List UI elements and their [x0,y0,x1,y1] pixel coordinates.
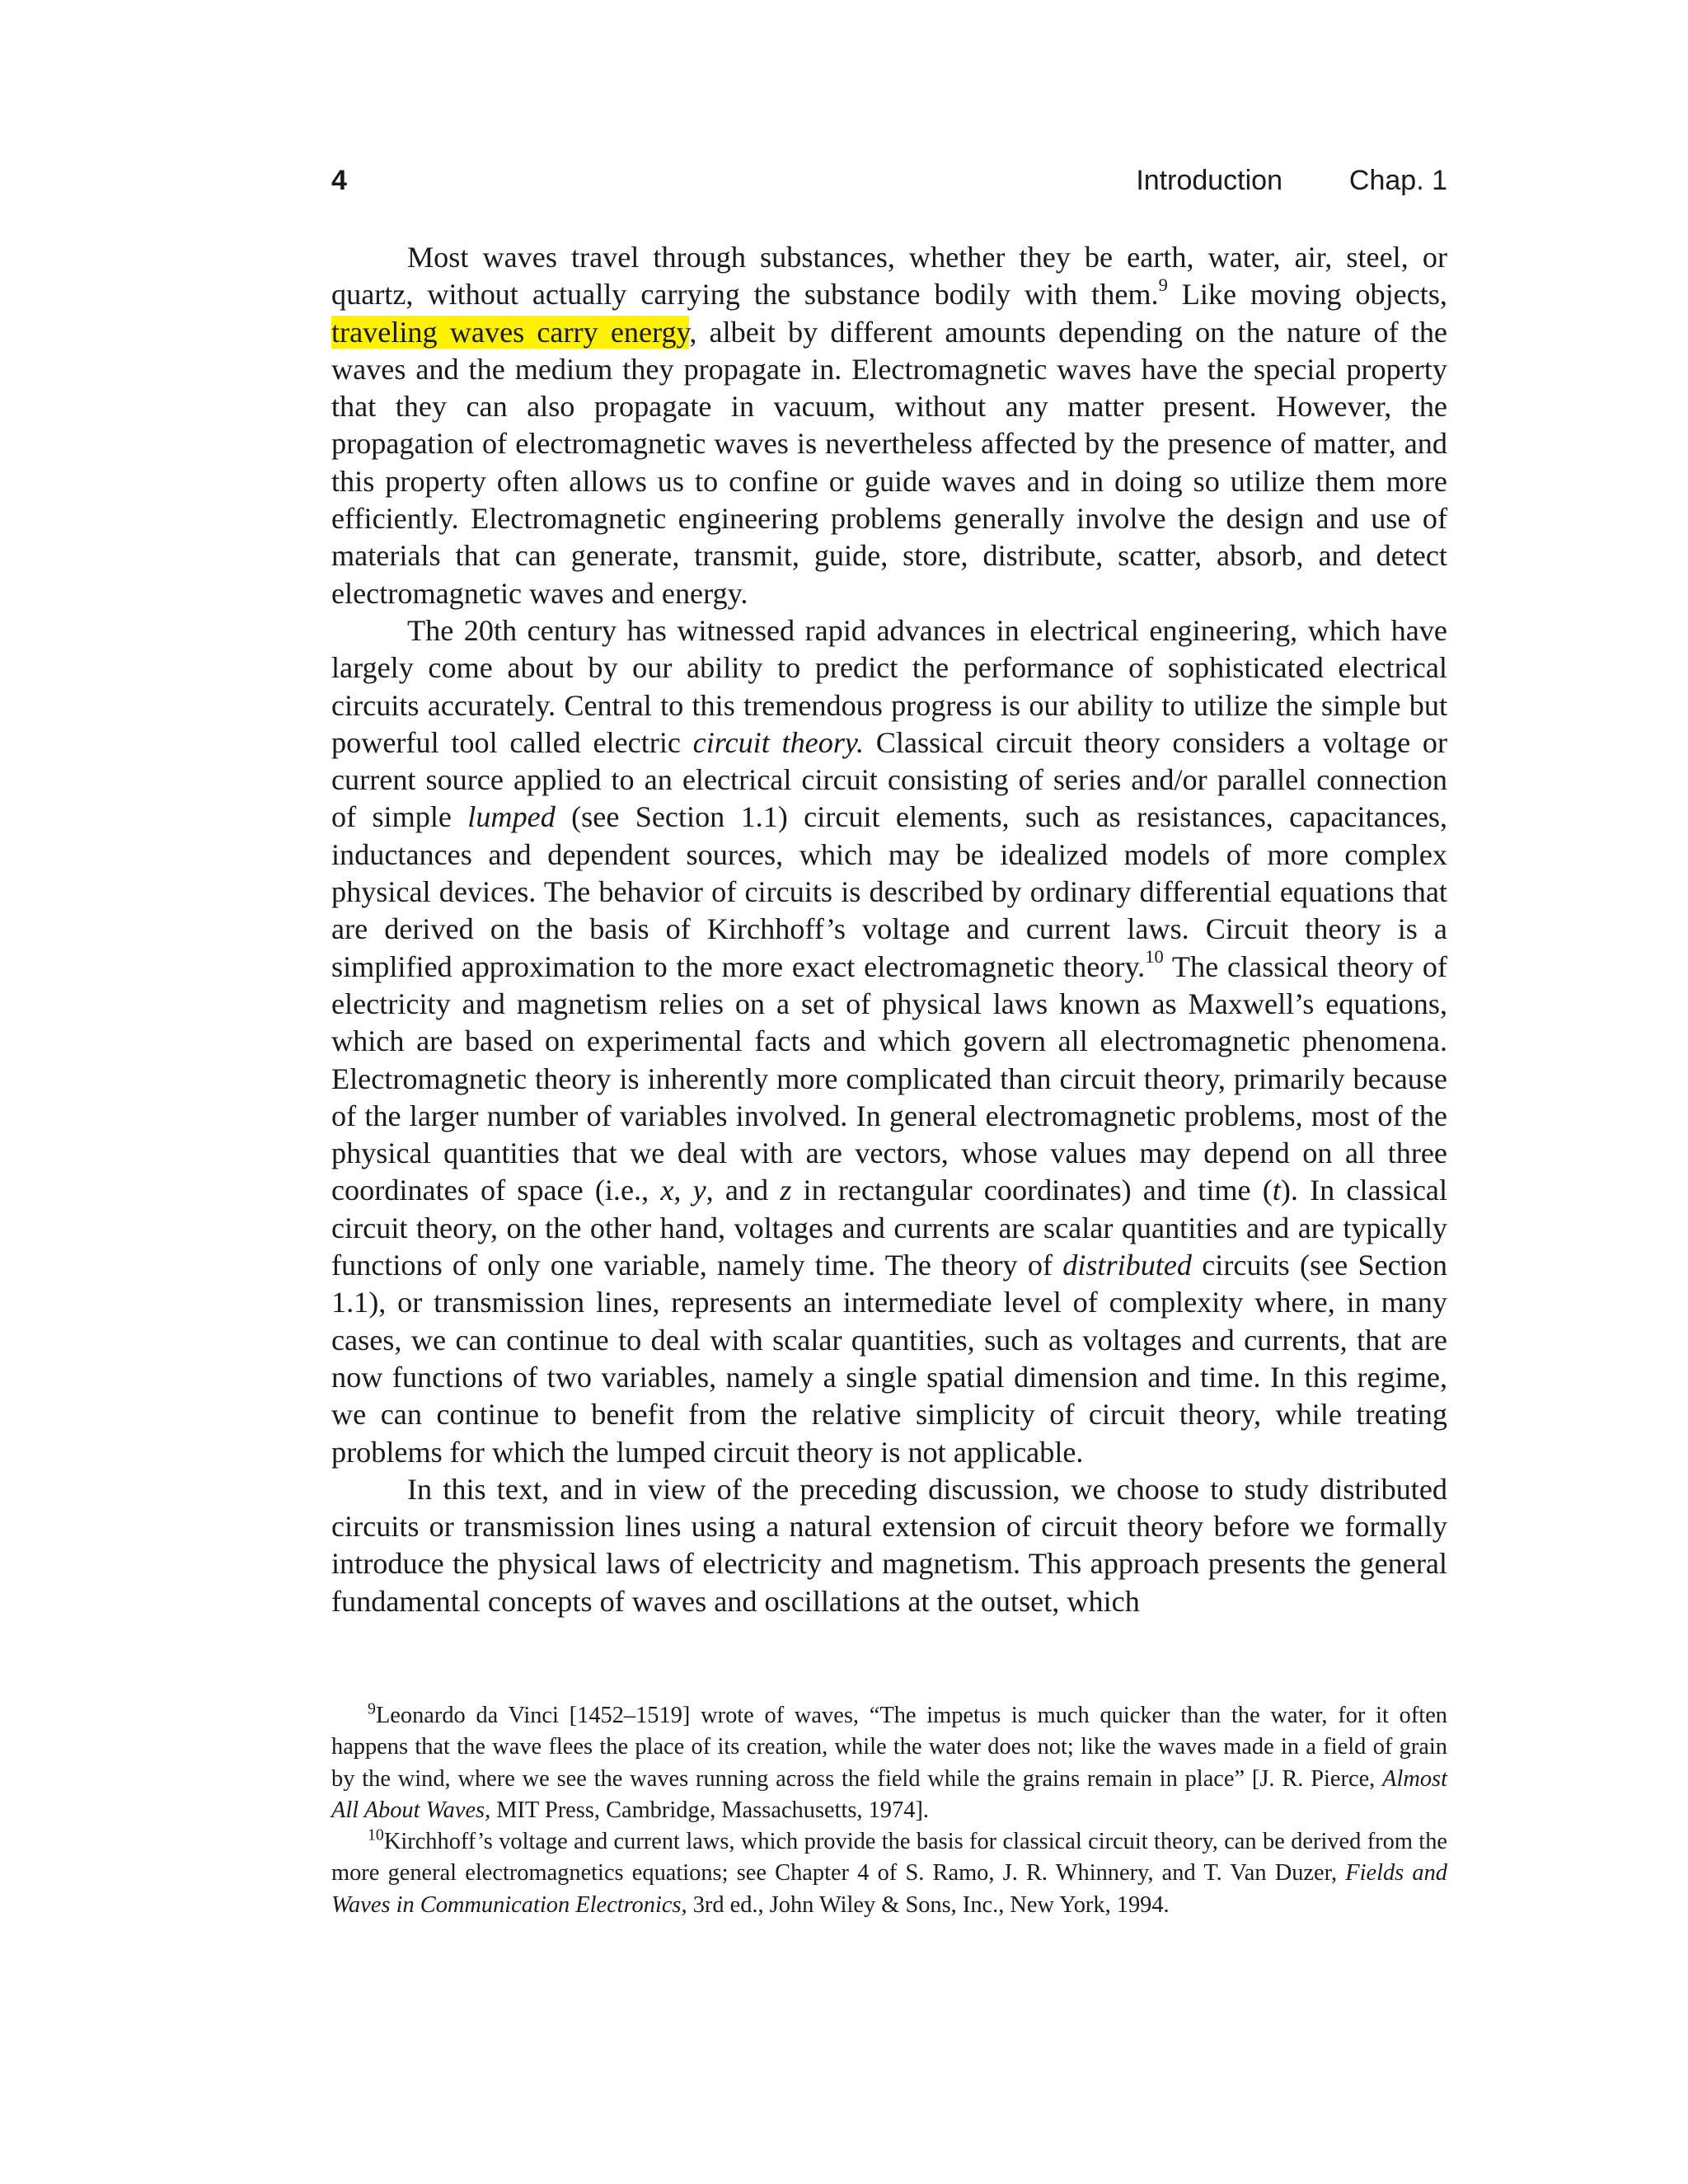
emphasis-lumped: lumped [467,800,556,834]
var-y: y [692,1174,706,1207]
var-z: z [780,1174,792,1207]
footnote-mark-9: 9 [368,1699,376,1718]
footnote-mark-10: 10 [368,1825,384,1844]
running-head [331,165,1447,206]
footnote-10: $^{10}$Kirchhoff’s voltage and current laws, which provide the basis for classical circuit theory, can be derived from the more general electromagnetics equations; see Chapter 4 of S. Ramo, J. R. Whinnery, and T. Van Duzer, Fields and Waves in Communication Electronics, 3rd ed., John Wiley & Sons, Inc., New York, 1994. [331,1825,1447,1918]
paragraph-2: The 20th century has witnessed rapid advances in electrical engineering, which have largely come about by our ability to predict the performance of sophisticated electrical circuits accurately. Central to this tremendous progress is our ability to utilize the simple but powerful tool called electric circuit theory. Classical circuit theory considers a voltage or current source applied to an electrical circuit consisting of series and/or parallel connection of simple lumped (see Section 1.1) circuit elements, such as resistances, capacitances, inductances and dependent sources, which may be idealized models of more complex physical devices. The behavior of circuits is described by ordinary differential equations that are derived on the basis of Kirchhoff’s voltage and current laws. Circuit theory is a simplified approximation to the more exact electromagnetic theory.$^{10}$ The classical theory of electricity and magnetism relies on a set of physical laws known as Maxwell’s equations, which are based on experimental facts and which govern all electromagnetic phenomena. Electromagnetic theory is inherently more complicated than circuit theory, primarily because of the larger number of variables involved. In general electromagnetic problems, most of the physical quantities that we deal with are vectors, whose values may depend on all three coordinates of space (i.e., x, y, and z in rectangular coordinates) and time (t). In classical circuit theory, on the other hand, voltages and currents are scalar quantities and are typically functions of only one variable, namely time. The theory of distributed circuits (see Section 1.1), or transmission lines, represents an intermediate level of complexity where, in many cases, we can continue to deal with scalar quantities, such as voltages and currents, that are now functions of two variables, namely a single spatial dimension and time. In this regime, we can continue to benefit from the relative simplicity of circuit theory, while treating problems for which the lumped circuit theory is not applicable. [331,613,1448,1469]
page-number: 4 [331,165,347,196]
paragraph-1: Most waves travel through substances, whether they be earth, water, air, steel, or quartz, without actually carrying the substance bodily with them.$^9$ Like moving objects, traveling waves carry energy, albeit by different amounts depending on the nature of the waves and the medium they propagate in. Electromagnetic waves have the special property that they can also propagate in vacuum, without any matter present. However, the propagation of electromagnetic waves is nevertheless affected by the presence of matter, and this property often allows us to confine or guide waves and in doing so utilize them more efficiently. Electromagnetic engineering problems generally involve the design and use of materials that can generate, transmit, guide, store, distribute, scatter, absorb, and detect electromagnetic waves and energy. [331,241,1447,610]
chapter-label: Chap. 1 [1348,165,1447,196]
highlighted-text: traveling waves carry energy [331,315,690,349]
footnotes [331,1700,1447,1921]
footnote-10-title: Fields and Waves in Communication Electronics, [331,1860,1447,1918]
footnote-ref-10: 10 [1145,946,1164,968]
footnote-9-title: Almost All About Waves, [331,1765,1447,1823]
section-title: Introduction [1136,165,1282,196]
emphasis-circuit-theory: circuit theory. [692,725,865,759]
var-t: t [1272,1174,1281,1207]
footnote-ref-9: 9 [1158,274,1168,295]
var-x: x [660,1174,674,1207]
footnote-9: $^9$Leonardo da Vinci [1452–1519] wrote of waves, “The impetus is much quicker than the water, for it often happens that the wave flees the place of its creation, while the water does not; like the waves made in a field of grain by the wind, where we see the waves running across the field while the grains remain in place” [J. R. Pierce, Almost All About Waves, MIT Press, Cambridge, Massachusetts, 1974]. [331,1699,1447,1823]
paragraph-3: In this text, and in view of the preceding discussion, we choose to study distributed circuits or transmission lines using a natural extension of circuit theory before we formally introduce the physical laws of electricity and magnetism. This approach presents the general fundamental concepts of waves and oscillations at the outset, which [331,1472,1447,1618]
body-text [331,239,1447,1620]
emphasis-distributed: distributed [1062,1249,1193,1282]
